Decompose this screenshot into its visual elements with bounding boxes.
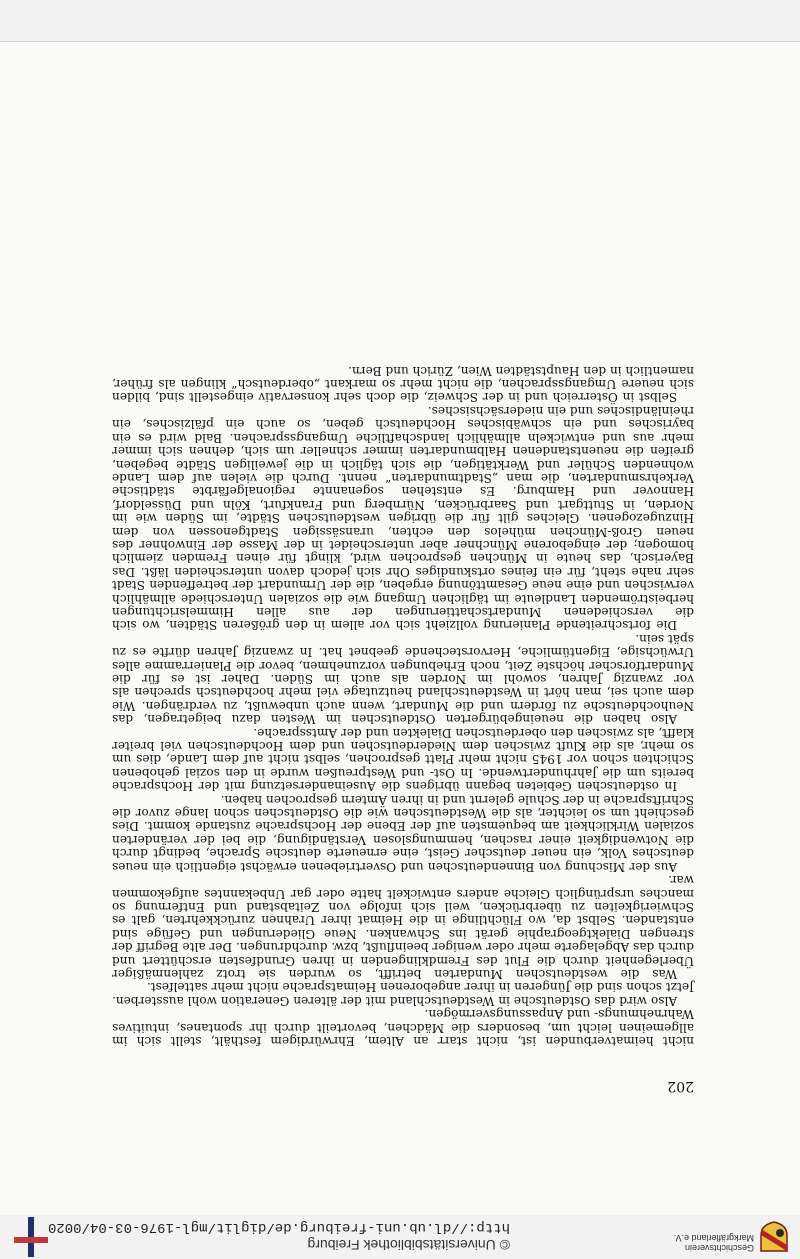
society-name-line-2: Markgräflerland e.V. bbox=[673, 1233, 754, 1243]
footer-bar bbox=[0, 0, 800, 42]
paragraph: nicht heimatverbunden ist, nicht starr an Altem, Ehrwürdigem festhält, stellt sich im allgemeinen leicht um, besonders die Mädchen, bevorteilt durch ihr spontanes, intuitives Wahrnehmungs- und Anpassungsvermögen. bbox=[112, 1007, 694, 1048]
society-name bbox=[674, 1233, 754, 1253]
paragraph: Also wird das Ostdeutsche in Westdeutschland mit der älteren Generation wohl aussterben. Jetzt schon sind die Jüngeren in ihrer angeborenen Heimatsprache nicht mehr sattelfest. bbox=[112, 980, 694, 1008]
society-crest-icon bbox=[758, 1221, 790, 1253]
header-bar bbox=[0, 1214, 800, 1259]
paragraph: Aus der Mischung von Binnendeutschen und Osvertriebenen erwächst eigentlich ein neues deutsches Volk, ein neuer deutscher Geist, eine erneuerte deutsche Sprache, bedingt durch die Notwendigkeit einer raschen, hemmungslosen Verständigung, die bei der veränderten sozialen Wirklichkeit am bequemsten auf der Ebene der Hochsprache zustande kommt. Dies geschieht um so leichter, als die Westdeutschen wie die Ostdeutschen schon lange zuvor die Schriftsprache in der Schule gelernt und in ihren Ämtern gesprochen haben. bbox=[112, 792, 694, 874]
paragraph: In ostdeutschen Gebieten begann übrigens die Auseinandersetzung mit der Hochsprache bereits um die Jahrhundertwende. In Ost- und Westpreußen wurde in den sozial gehobenen Schichten schon vor 1945 nicht mehr Platt gesprochen, selbst nicht auf dem Lande, dies um so mehr, als die Kluft zwischen dem Niederdeutschen und dem Hochdeutschen viel breiter klafft, als zwischen den oberdeutschen Dialekten und der Amtssprache. bbox=[112, 725, 694, 794]
paragraph: Die fortschreitende Planierung vollzieht sich vor allem in den größeren Städten, wo sich die verschiedenen Mundartschattierungen der aus allen Himmelsrichtungen herbeiströmenden Landleute im täglichen Umgang wie die sozialen Unterschiede allmählich verwischen und eine neue Gesamttönung ergeben, die der Urmundart der betreffenden Stadt sehr nahe steht, für ein feines ortskundiges Ohr sich jedoch davon unterscheiden läßt. Das Bayerisch, das heute in München gesprochen wird, klingt für einen Fremden ziemlich homogen; der eingeborene Münchner aber unterscheidet in der Masse der Einwohner des neuen Groß-München mühelos den echten, uransässigen Stadtgenossen von dem Hinzugezogenen. Gleiches gilt für die übrigen westdeutschen Städte, im Süden wie im Norden, in Stuttgart und Saarbrücken, Nürnberg und Frankfurt, Köln und Düsseldorf, Hannover und Hamburg. Es entstehen sogenannte regionalgefärbte städtische Verkehrsmundarten, die man „Stadtmundarten“ nennt. Durch die vielen auf dem Lande wohnenden Schüler und Werktätigen, die sich täglich in die jeweiligen Städte begeben, greifen die neuentstandenen Halbmundarten immer schneller um sich, dehnen sich immer mehr aus und entwickeln allmählich landschaftliche Umgangssprachen. Bald wird es ein bayrisches und ein schwäbisches Hochdeutsch geben, so auch ein pfälzisches, ein rheinländisches und ein niedersächsisches. bbox=[112, 403, 694, 633]
paragraph: Selbst in Österreich und in der Schweiz, die doch sehr konservativ eingestellt sind, bilden sich neuere Umgangssprachen, die nicht mehr so markant „oberdeutsch“ klingen als früher, namentlich in den Hauptstädten Wien, Zürich und Bern. bbox=[112, 363, 694, 405]
permalink-url[interactable]: http://dl.ub.uni-freiburg.de/diglit/mgl-1976-03-04/0020 bbox=[47, 1219, 510, 1235]
library-credit: © Universitätsbibliothek Freiburg bbox=[307, 1237, 510, 1253]
body-text bbox=[112, 363, 694, 1047]
paragraph: Was die westdeutschen Mundarten betrifft, so wurden sie trotz zahlenmäßiger Überlegenheit durch die Flut des Fremdklingenden in ihren Grundfesten erschüttert und durch das Abgelagerte mehr oder weniger beeinflußt, bzw. durchdrungen. Der alte Begriff der strengen Dialektgeographie gerät ins Schwanken. Neue Gliederungen und Gefüge sind entstanden. Selbst da, wo Flüchtlinge in die Heimat ihrer Urahnen zurückkehrten, galt es Schwierigkeiten zu überbrücken, weil sich infolge von Zeitabstand und Entfernung so manches ursprünglich Gleiche anders entwickelt hatte oder gar Unbekanntes aufgekommen war. bbox=[112, 873, 694, 981]
paragraph: Also haben die neueingebürgerten Ostdeutschen im Westen dazu beigetragen, das Neuhochdeutsche zu fördern und die Mundart, wenn auch unbewußt, zu verdrängen. Wie dem auch sei, man hört in Westdeutschland heutzutage viel mehr hochdeutsch sprechen als vor zwanzig Jahren, sowohl im Norden als auch im Süden. Daher ist es für die Mundartforscher höchste Zeit, noch Erhebungen vorzunehmen, bevor die Planierramme alles Urwüchsige, Eigentümliche, Hervorstechende geebnet hat. In zwanzig Jahren dürfte es zu spät sein. bbox=[112, 631, 694, 727]
society-name-line-1: Geschichtsverein bbox=[684, 1243, 754, 1253]
scanned-page bbox=[0, 42, 800, 1215]
page-number: 202 bbox=[667, 1078, 694, 1094]
